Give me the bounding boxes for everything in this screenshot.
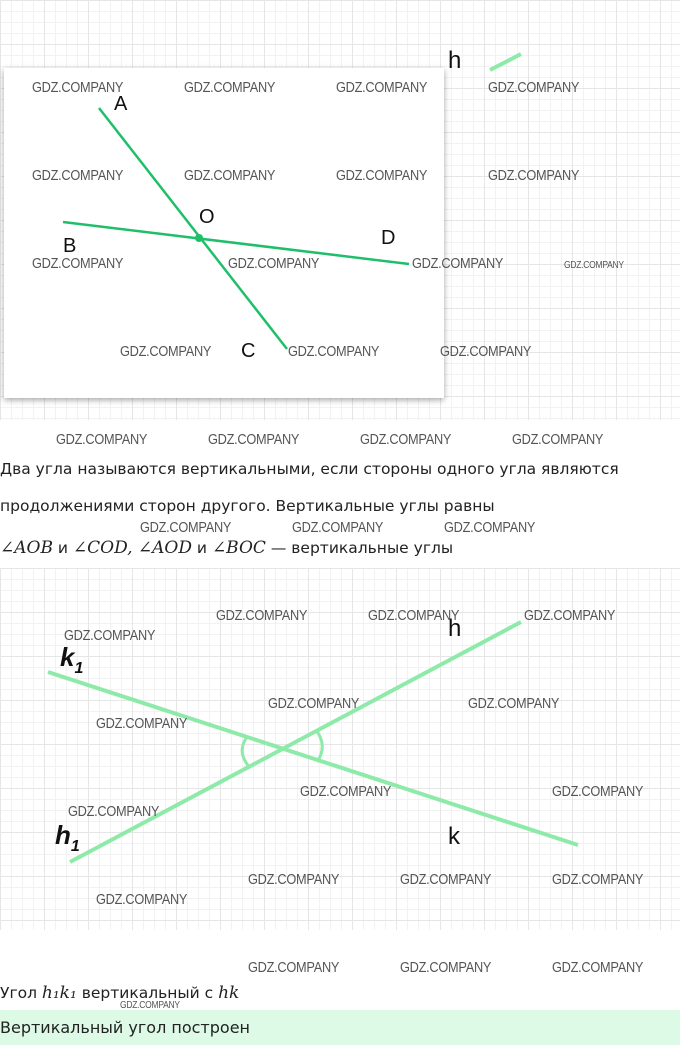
watermark: GDZ.COMPANY bbox=[488, 167, 580, 184]
watermark: GDZ.COMPANY bbox=[512, 431, 604, 448]
watermark: GDZ.COMPANY bbox=[96, 715, 188, 732]
label-h1: $h_1$ bbox=[55, 820, 80, 855]
angle-cod-aod: ∠COD, ∠AOD bbox=[72, 538, 192, 558]
watermark: GDZ.COMPANY bbox=[552, 871, 644, 888]
angle-aob: ∠AOB bbox=[0, 538, 53, 558]
label-point-c: C bbox=[241, 340, 256, 362]
watermark: GDZ.COMPANY bbox=[120, 343, 212, 360]
watermark: GDZ.COMPANY bbox=[564, 260, 624, 271]
angle-arc-right bbox=[316, 730, 322, 762]
definition-line-1: Два угла называются вертикальными, если стороны одного угла являются bbox=[0, 460, 619, 478]
label-point-o: O bbox=[199, 206, 215, 228]
watermark: GDZ.COMPANY bbox=[440, 343, 532, 360]
watermark: GDZ.COMPANY bbox=[228, 255, 320, 272]
label-k: k bbox=[448, 823, 460, 850]
watermark: GDZ.COMPANY bbox=[288, 343, 380, 360]
watermark: GDZ.COMPANY bbox=[68, 803, 160, 820]
watermark: GDZ.COMPANY bbox=[524, 607, 616, 624]
label-h: h bbox=[448, 615, 462, 642]
watermark: GDZ.COMPANY bbox=[400, 959, 492, 976]
label-h-top: h bbox=[448, 47, 462, 74]
label-point-d: D bbox=[381, 227, 396, 249]
watermark: GDZ.COMPANY bbox=[184, 79, 276, 96]
label-point-a: A bbox=[114, 93, 128, 115]
watermark: GDZ.COMPANY bbox=[248, 959, 340, 976]
angle-h1k1: h₁k₁ bbox=[41, 983, 77, 1003]
conj-2: и bbox=[192, 539, 212, 557]
conj-1: и bbox=[52, 539, 73, 557]
conclusion-middle: вертикальный с bbox=[76, 984, 219, 1002]
watermark: GDZ.COMPANY bbox=[268, 695, 360, 712]
answer-text: Вертикальный угол построен bbox=[0, 1018, 250, 1037]
watermark: GDZ.COMPANY bbox=[120, 1000, 180, 1011]
angle-hk: hk bbox=[218, 983, 240, 1003]
watermark: GDZ.COMPANY bbox=[32, 255, 124, 272]
watermark: GDZ.COMPANY bbox=[32, 79, 124, 96]
watermark: GDZ.COMPANY bbox=[96, 891, 188, 908]
angle-arc-left bbox=[242, 737, 250, 768]
watermark: GDZ.COMPANY bbox=[336, 79, 428, 96]
watermark: GDZ.COMPANY bbox=[56, 431, 148, 448]
definition-line-2: продолжениями сторон другого. Вертикальные углы равны bbox=[0, 497, 495, 515]
definition-line-3-rest: — вертикальные углы bbox=[265, 539, 454, 557]
watermark: GDZ.COMPANY bbox=[360, 431, 452, 448]
watermark: GDZ.COMPANY bbox=[400, 871, 492, 888]
watermark: GDZ.COMPANY bbox=[292, 519, 384, 536]
watermark: GDZ.COMPANY bbox=[488, 79, 580, 96]
angle-boc: ∠BOC bbox=[211, 538, 266, 558]
watermark: GDZ.COMPANY bbox=[444, 519, 536, 536]
watermark: GDZ.COMPANY bbox=[64, 627, 156, 644]
label-k1: $k_1$ bbox=[60, 642, 84, 677]
watermark: GDZ.COMPANY bbox=[300, 783, 392, 800]
watermark: GDZ.COMPANY bbox=[140, 519, 232, 536]
conclusion-prefix: Угол bbox=[0, 984, 42, 1002]
watermark: GDZ.COMPANY bbox=[336, 167, 428, 184]
watermark: GDZ.COMPANY bbox=[552, 783, 644, 800]
watermark: GDZ.COMPANY bbox=[412, 255, 504, 272]
watermark: GDZ.COMPANY bbox=[368, 607, 460, 624]
watermark: GDZ.COMPANY bbox=[184, 167, 276, 184]
watermark: GDZ.COMPANY bbox=[32, 167, 124, 184]
label-point-b: B bbox=[63, 235, 77, 257]
watermark: GDZ.COMPANY bbox=[552, 959, 644, 976]
watermark: GDZ.COMPANY bbox=[208, 431, 300, 448]
watermark: GDZ.COMPANY bbox=[468, 695, 560, 712]
watermark: GDZ.COMPANY bbox=[216, 607, 308, 624]
watermark: GDZ.COMPANY bbox=[248, 871, 340, 888]
